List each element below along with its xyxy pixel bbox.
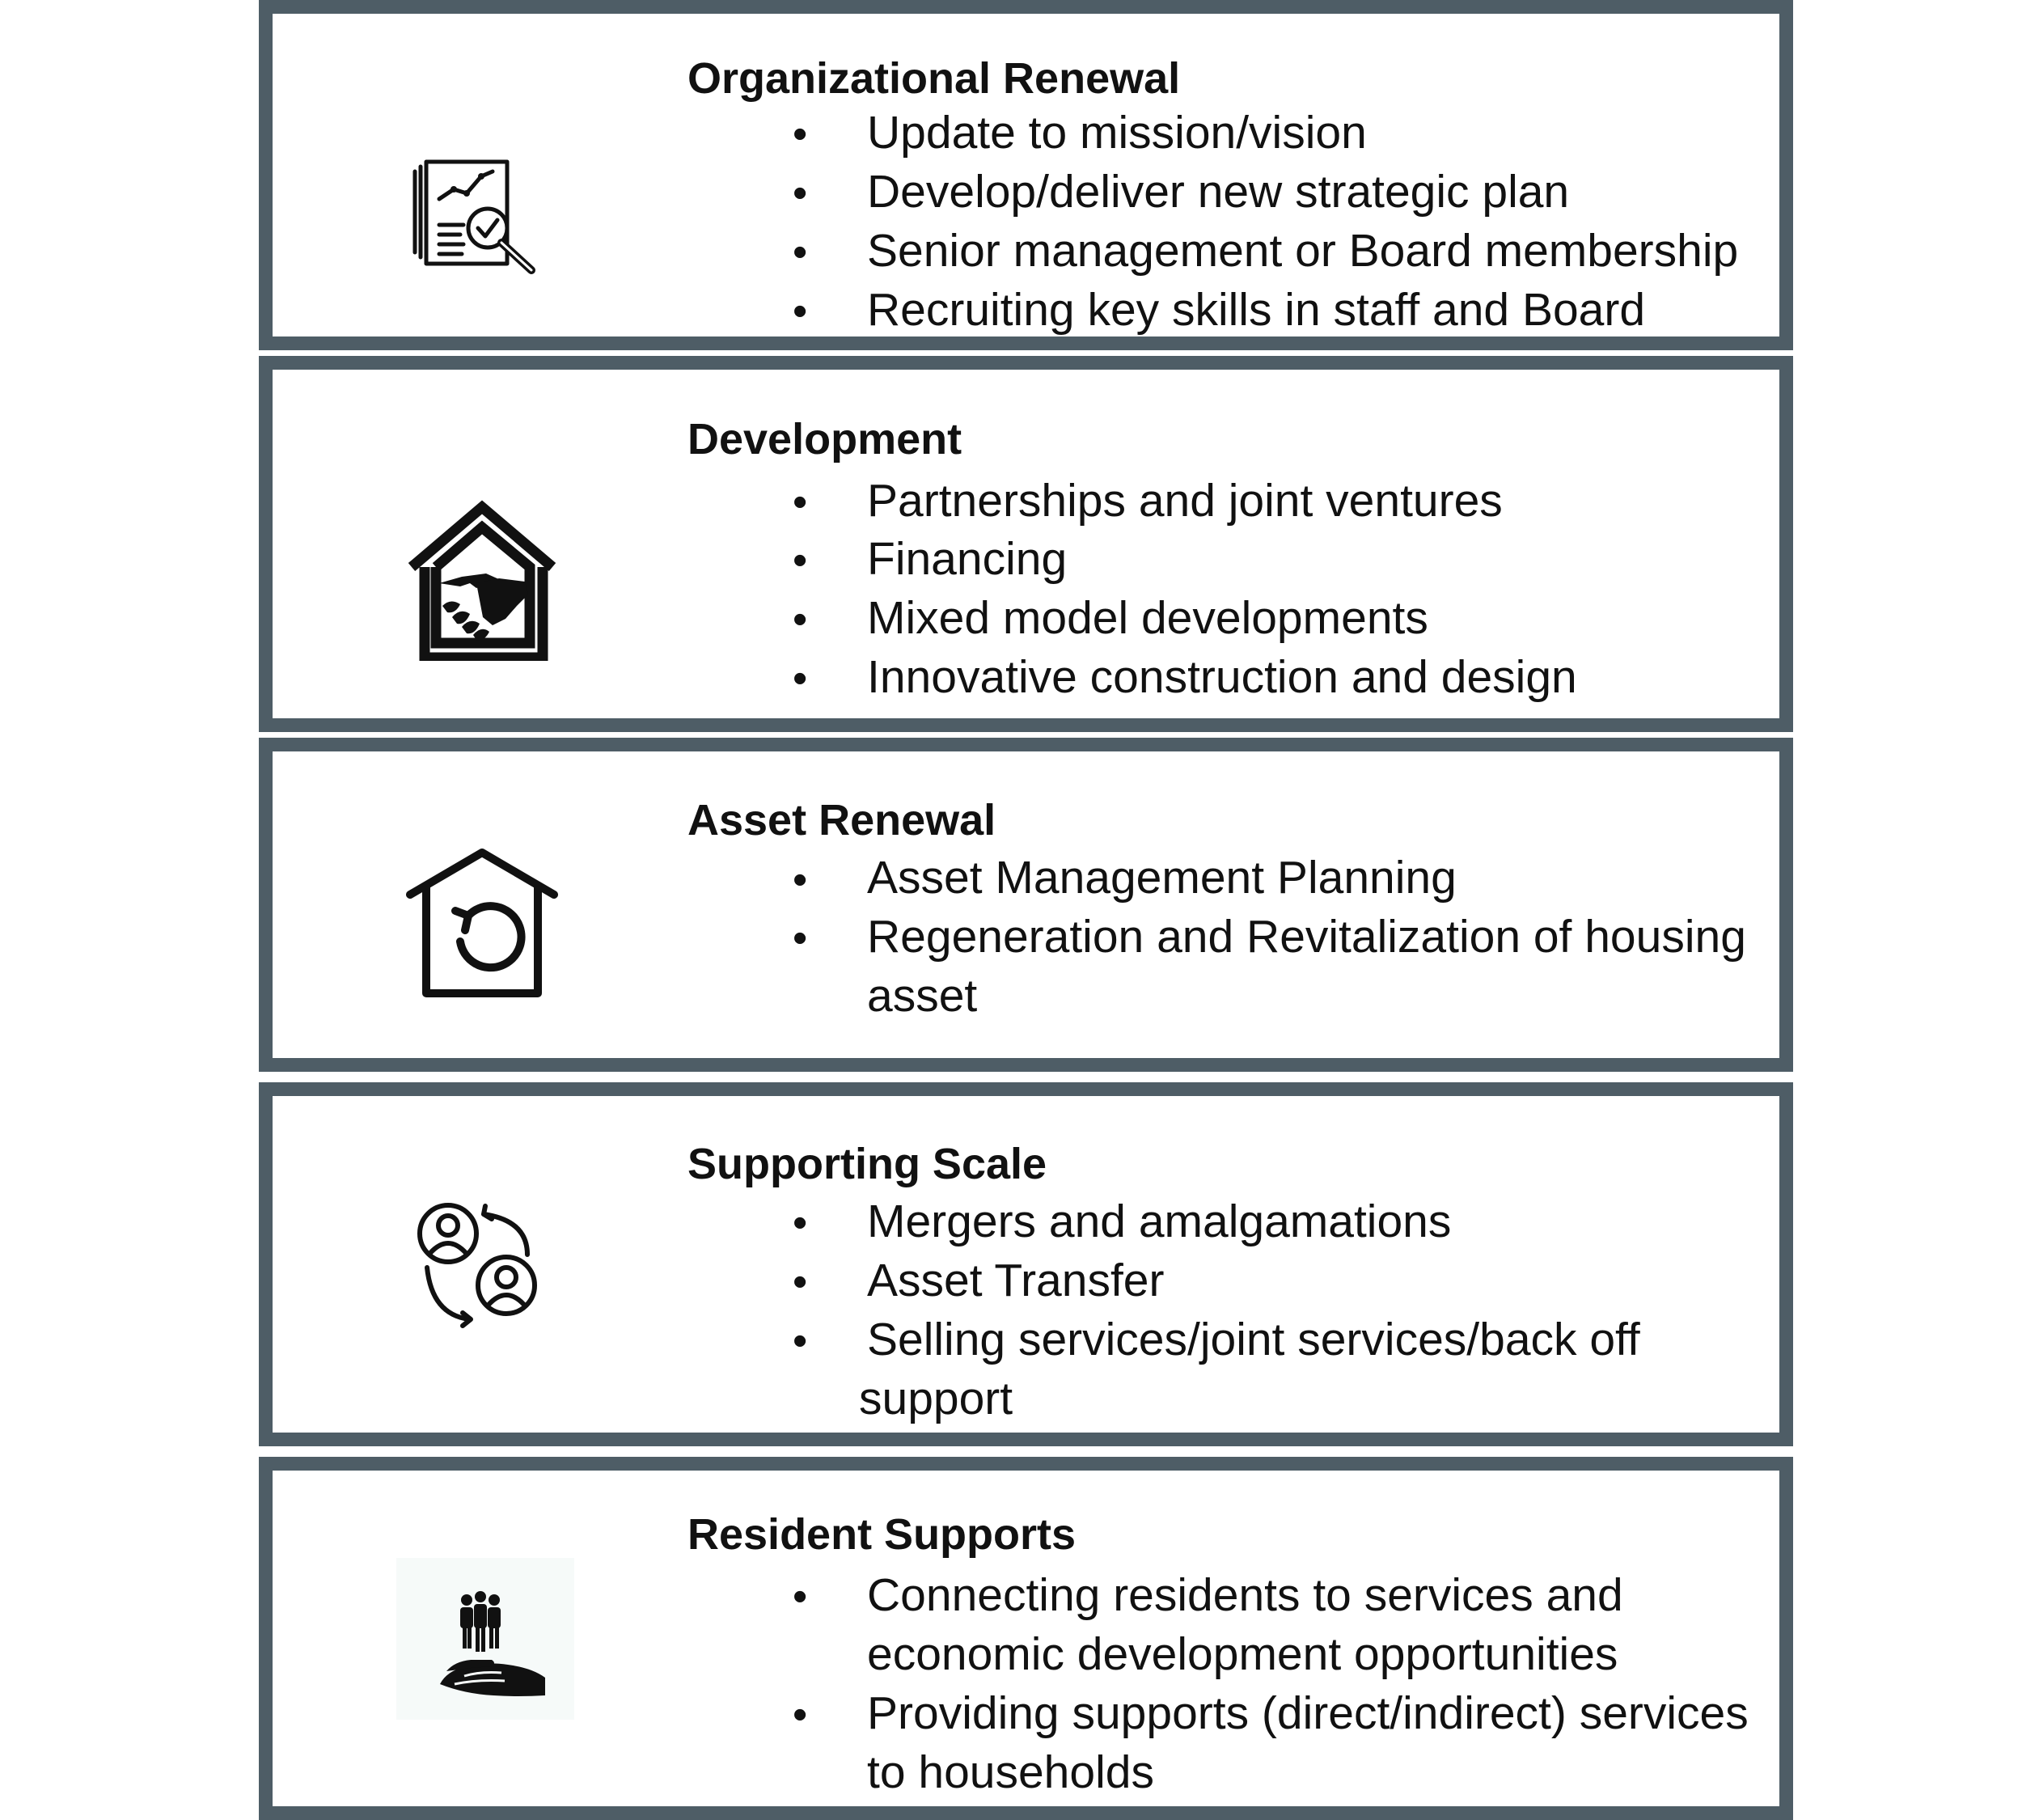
bullet: • (793, 1573, 808, 1620)
list-item: Regeneration and Revitalization of housing (867, 911, 1746, 963)
list-item: Providing supports (direct/indirect) services (867, 1687, 1749, 1739)
bullet: • (793, 915, 808, 962)
section-title: Organizational Renewal (687, 54, 1181, 103)
house-handshake-icon (404, 499, 565, 661)
list-item: Asset Management Planning (867, 852, 1457, 904)
list-item: Financing (867, 533, 1068, 585)
bullet: • (793, 288, 808, 335)
list-item: Mergers and amalgamations (867, 1196, 1452, 1247)
section-organizational-renewal (259, 0, 1793, 350)
bullet: • (793, 111, 808, 158)
bullet: • (793, 857, 808, 904)
bullet: • (793, 229, 808, 276)
list-item: economic development opportunities (867, 1628, 1618, 1680)
list-item: Update to mission/vision (867, 107, 1367, 159)
list-item: Develop/deliver new strategic plan (867, 166, 1570, 218)
list-item: to households (867, 1746, 1154, 1798)
list-item: Recruiting key skills in staff and Board (867, 284, 1646, 336)
bullet: • (793, 170, 808, 217)
section-title: Supporting Scale (687, 1140, 1047, 1188)
list-item: Connecting residents to services and (867, 1569, 1623, 1621)
list-item: Mixed model developments (867, 592, 1428, 644)
section-asset-renewal (259, 738, 1793, 1072)
bullet: • (793, 655, 808, 702)
section-title: Development (687, 415, 962, 463)
bullet: • (793, 1318, 808, 1365)
people-exchange-icon (416, 1201, 553, 1339)
list-item: Partnerships and joint ventures (867, 475, 1503, 527)
section-development (259, 356, 1793, 732)
list-item: Senior management or Board membership (867, 225, 1739, 277)
bullet: • (793, 537, 808, 584)
list-item: asset (867, 970, 978, 1022)
list-item: Asset Transfer (867, 1255, 1165, 1306)
section-title: Asset Renewal (687, 796, 996, 844)
section-resident-supports (259, 1457, 1793, 1820)
list-item: Innovative construction and design (867, 651, 1577, 703)
house-renew-icon (404, 846, 565, 1000)
bullet: • (793, 1259, 808, 1306)
bullet: • (793, 479, 808, 526)
list-item: Selling services/joint services/back off (867, 1314, 1640, 1365)
bullet: • (793, 1691, 808, 1738)
report-magnifier-icon (412, 157, 557, 286)
bullet: • (793, 1200, 808, 1246)
hand-holding-people-icon (396, 1558, 574, 1720)
section-title: Resident Supports (687, 1510, 1077, 1559)
section-supporting-scale (259, 1082, 1793, 1446)
bullet: • (793, 596, 808, 643)
list-item: support (859, 1373, 1013, 1424)
